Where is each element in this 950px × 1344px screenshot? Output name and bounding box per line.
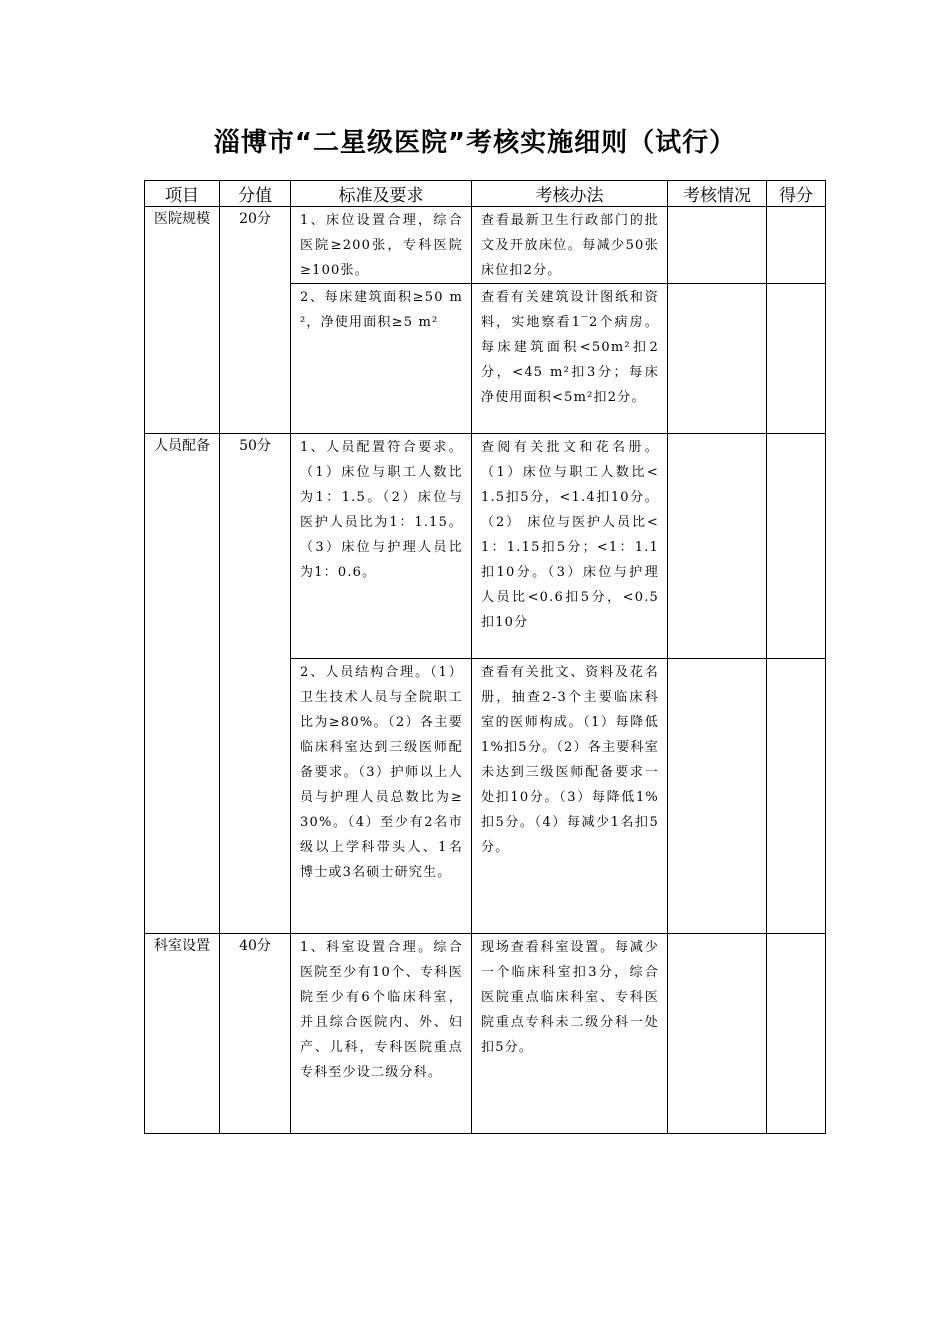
standard-cell: 2、每床建筑面积≥50 m²，净使用面积≥5 m² <box>291 284 472 434</box>
score-cell: 50分 <box>220 434 291 934</box>
method-cell: 查看有关建筑设计图纸和资料，实地察看1‾2个病房。每床建筑面积<50m²扣2分，<45 m²扣3分；每床净使用面积<5m²扣2分。 <box>472 284 668 434</box>
table-row <box>145 434 826 659</box>
category-cell: 人员配备 <box>145 434 220 934</box>
assessment-cell <box>668 284 767 434</box>
score-cell: 20分 <box>220 207 291 434</box>
assessment-cell <box>668 434 767 659</box>
page-title: 淄博市“二星级医院”考核实施细则（试行） <box>213 128 737 158</box>
standard-cell: 1、床位设置合理，综合医院≥200张，专科医院≥100张。 <box>291 207 472 284</box>
score-cell: 40分 <box>220 934 291 1134</box>
header-method: 考核办法 <box>472 181 668 207</box>
points-cell <box>767 207 826 284</box>
method-cell: 查看最新卫生行政部门的批文及开放床位。每减少50张床位扣2分。 <box>472 207 668 284</box>
standard-cell: 1、人员配置符合要求。（1）床位与职工人数比为1：1.5。（2）床位与医护人员比为1：1.15。（3）床位与护理人员比为1：0.6。 <box>291 434 472 659</box>
category-cell: 医院规模 <box>145 207 220 434</box>
standard-cell: 2、人员结构合理。（1）卫生技术人员与全院职工比为≥80%。（2）各主要临床科室达到三级医师配备要求。（3）护师以上人员与护理人员总数比为≥30%。（4）至少有2名市级以上学科带头人、1名博士或3名硕士研究生。 <box>291 659 472 934</box>
assessment-cell <box>668 659 767 934</box>
method-cell: 查看有关批文、资料及花名册，抽查2-3个主要临床科室的医师构成。（1）每降低1%扣5分。（2）各主要科室未达到三级医师配备要求一处扣10分。（3）每降低1%扣5分。（4）每减少1名扣5分。 <box>472 659 668 934</box>
table-row <box>145 207 826 284</box>
method-cell: 查阅有关批文和花名册。（1）床位与职工人数比<1.5扣5分，<1.4扣10分。（2） 床位与医护人员比<1：1.15扣5分；<1：1.1扣10分。（3）床位与护理人员比<0.6扣5分，<0.5扣10分 <box>472 434 668 659</box>
header-points: 得分 <box>767 181 826 207</box>
method-cell: 现场查看科室设置。每减少一个临床科室扣3分，综合医院重点临床科室、专科医院重点专科未二级分科一处扣5分。 <box>472 934 668 1134</box>
category-cell: 科室设置 <box>145 934 220 1134</box>
points-cell <box>767 934 826 1134</box>
assessment-cell <box>668 207 767 284</box>
points-cell <box>767 434 826 659</box>
points-cell <box>767 659 826 934</box>
assessment-table <box>144 180 826 1134</box>
table-row <box>145 934 826 1134</box>
header-score: 分值 <box>220 181 291 207</box>
points-cell <box>767 284 826 434</box>
standard-cell: 1、科室设置合理。综合医院至少有10个、专科医院至少有6个临床科室，并且综合医院内、外、妇产、儿科，专科医院重点专科至少设二级分科。 <box>291 934 472 1134</box>
header-assessment: 考核情况 <box>668 181 767 207</box>
header-item: 项目 <box>145 181 220 207</box>
table-header-row <box>145 181 826 207</box>
header-standard: 标准及要求 <box>291 181 472 207</box>
assessment-cell <box>668 934 767 1134</box>
